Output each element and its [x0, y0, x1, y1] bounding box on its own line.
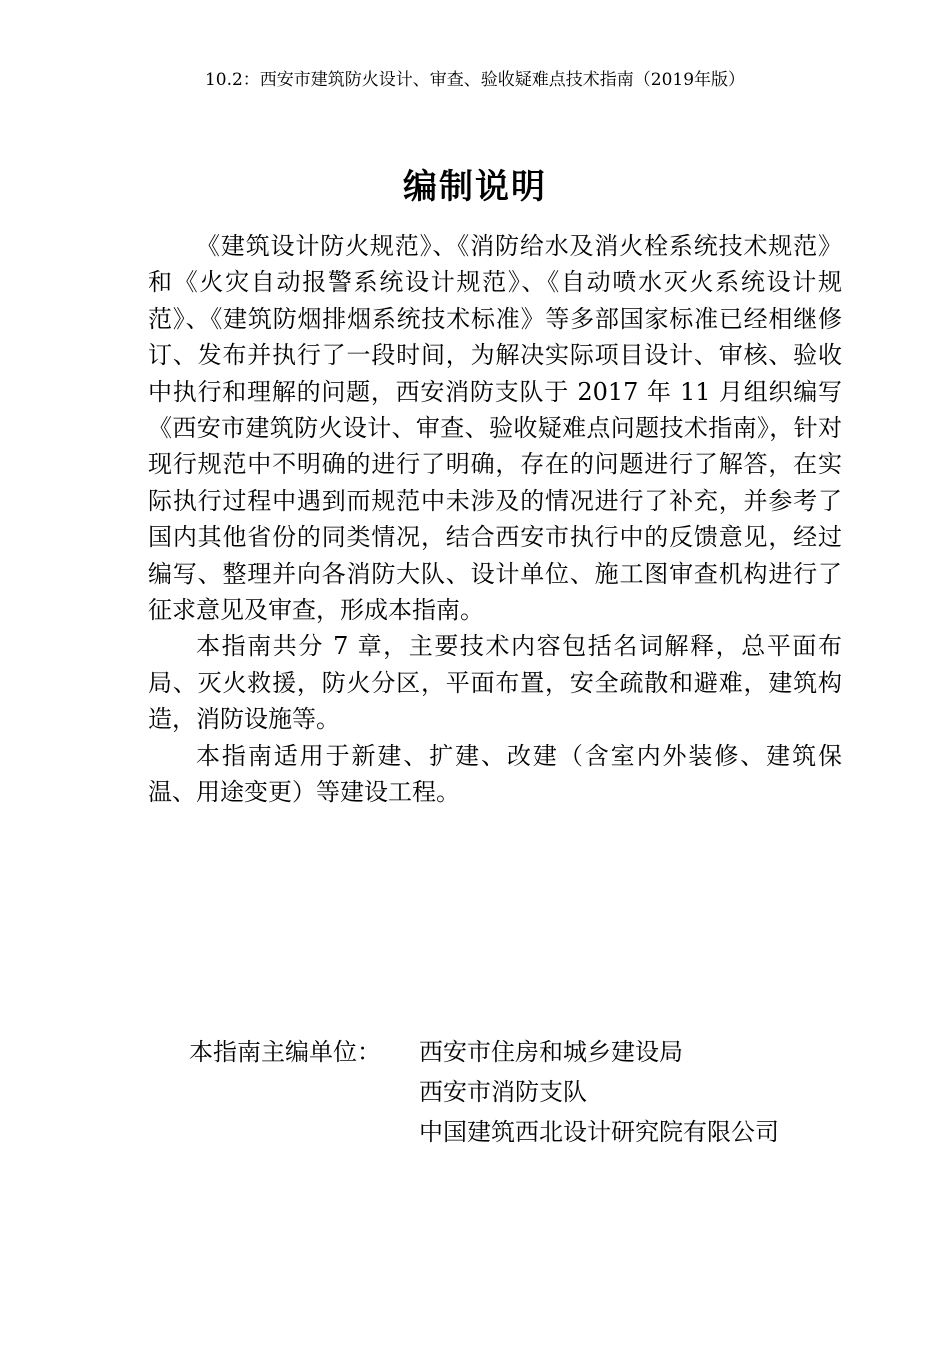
paragraph-scope: 本指南适用于新建、扩建、改建（含室内外装修、建筑保温、用途变更）等建设工程。 [148, 741, 842, 807]
editor-label: 本指南主编单位： [189, 1038, 381, 1066]
page-title: 编制说明 [403, 167, 547, 207]
paragraph-background: 《建筑设计防火规范》、《消防给水及消火栓系统技术规范》和《火灾自动报警系统设计规范》、《自动喷水灭火系统设计规范》、《建筑防烟排烟系统技术标准》等多部国家标准已经相继修订、发布并执行了一段时间，为解决实际项目设计、审核、验收中执行和理解的问题，西安消防支队于 2017 年 11 月组织编写《西安市建筑防火设计、审查、验收疑难点问题技术指南》，针对现行规范中不明确的进行了明确，存在的问题进行了解答，在实际执行过程中遇到而规范中未涉及的情况进行了补充，并参考了国内其他省份的同类情况，结合西安市执行中的反馈意见，经过编写、整理并向各消防大队、设计单位、施工图审查机构进行了征求意见及审查，形成本指南。 [148, 232, 842, 625]
editor-unit: 西安市消防支队 [419, 1078, 587, 1106]
editor-unit: 西安市住房和城乡建设局 [419, 1038, 683, 1066]
body-text [148, 228, 842, 811]
editor-list [419, 1032, 779, 1152]
paragraph-contents: 本指南共分 7 章，主要技术内容包括名词解释，总平面布局、灭火救援，防火分区，平面布置，安全疏散和避难，建筑构造，消防设施等。 [148, 632, 842, 734]
editor-unit: 中国建筑西北设计研究院有限公司 [419, 1118, 779, 1146]
running-header: 10.2：西安市建筑防火设计、审查、验收疑难点技术指南（2019年版） [204, 70, 746, 90]
